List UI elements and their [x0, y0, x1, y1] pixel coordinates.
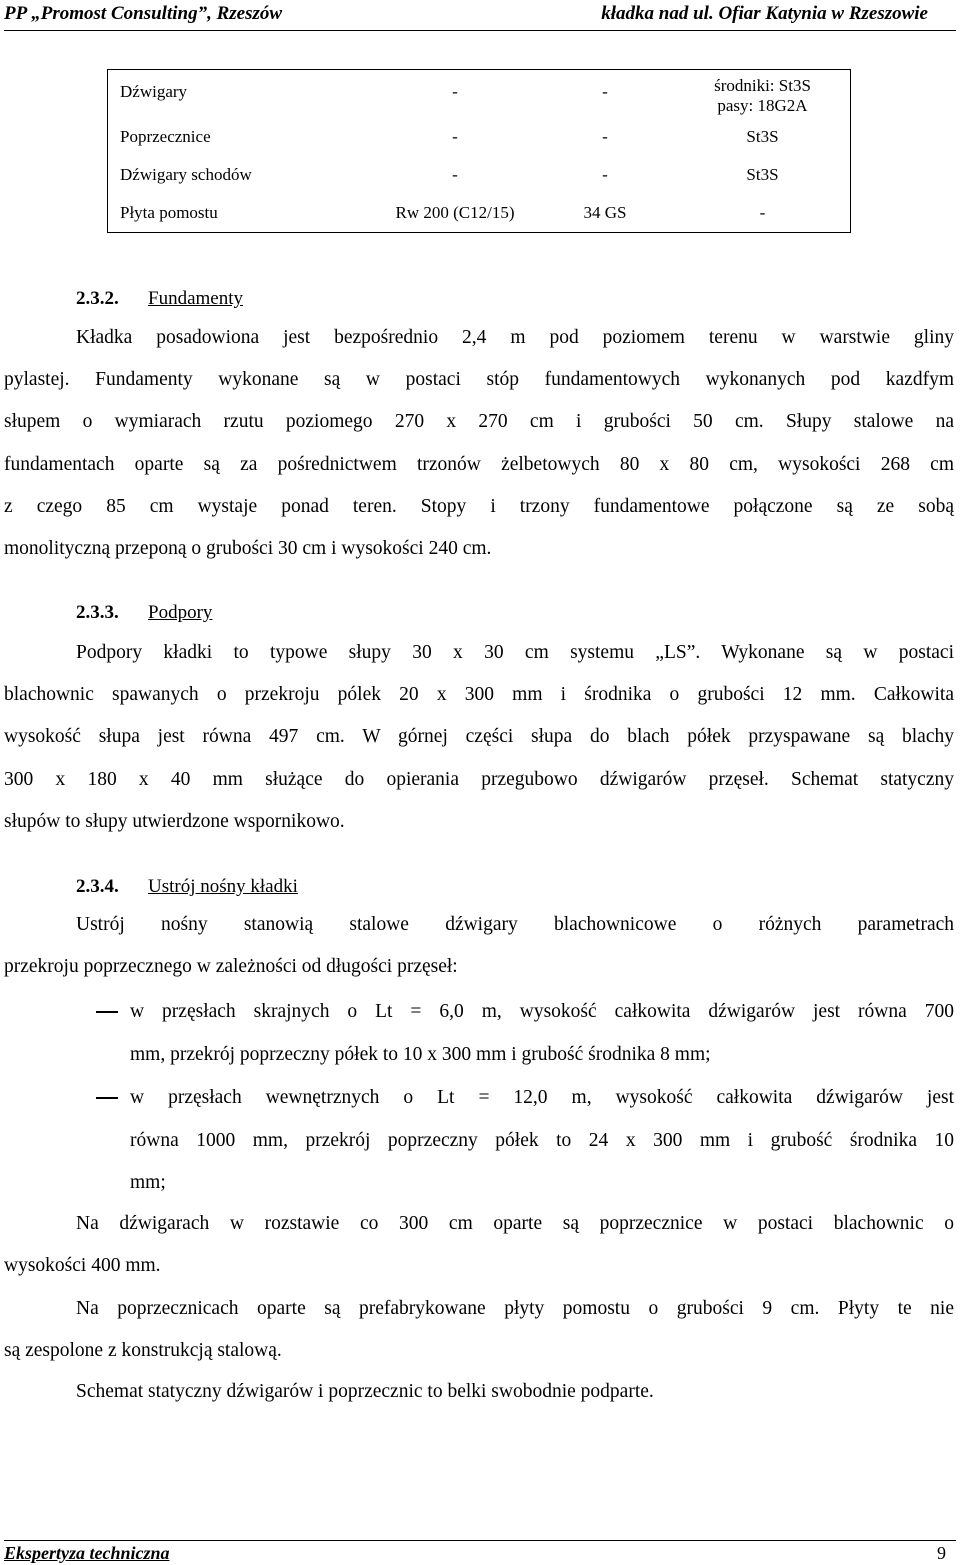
table-row: [108, 194, 851, 233]
text-line: w przęsłach skrajnych o Lt = 6,0 m, wysokość całkowita dźwigarów jest równa 700: [130, 1001, 954, 1022]
list-item: [96, 1077, 954, 1205]
page-number: 9: [937, 1543, 946, 1563]
text-line: pylastej. Fundamenty wykonane są w postaci stóp fundamentowych wykonanych pod kazdfym: [4, 369, 954, 391]
table-cell: St3S: [746, 165, 779, 184]
text-line: Schemat statyczny dźwigarów i poprzecznic to belki swobodnie podparte.: [76, 1381, 654, 1402]
table-cell: Rw 200 (C12/15): [395, 202, 515, 222]
text-line: w przęsłach wewnętrznych o Lt = 12,0 m, wysokość całkowita dźwigarów jest: [130, 1087, 954, 1108]
section-title: Ustrój nośny kładki: [148, 876, 298, 897]
table-cell: -: [452, 127, 458, 147]
table-cell-steel: [675, 70, 851, 119]
paragraph-podpory: [4, 632, 954, 843]
table-cell-name: Poprzecznice: [120, 127, 211, 147]
table-cell: -: [602, 127, 608, 147]
table-cell: -: [452, 165, 458, 184]
header-company: PP „Promost Consulting”, Rzeszów: [4, 3, 283, 24]
text-line: Na poprzecznicach oparte są prefabrykowane płyty pomostu o grubości 9 cm. Płyty te nie: [76, 1298, 954, 1319]
table-cell-name: Płyta pomostu: [120, 202, 218, 222]
text-line: słupów to słupy utwierdzone wspornikowo.: [4, 810, 345, 832]
text-line: z czego 85 cm wystaje ponad teren. Stopy i trzony fundamentowe połączone są ze sobą: [4, 495, 954, 517]
text-line: przekroju poprzecznego w zależności od długości przęseł:: [4, 956, 458, 978]
section-heading-podpory: [76, 602, 212, 624]
text-line: 300 x 180 x 40 mm służące do opierania przegubowo dźwigarów przęseł. Schemat statyczny: [4, 768, 954, 790]
paragraph-schemat: [4, 1371, 954, 1413]
paragraph-fundamenty: [4, 317, 954, 570]
section-heading-fundamenty: [76, 288, 243, 310]
table-cell: St3S: [746, 127, 779, 147]
page-header: [4, 0, 956, 31]
table-cell-name: Dźwigary schodów: [120, 165, 252, 184]
section-heading-ustroj: [76, 876, 298, 898]
table-cell: -: [759, 202, 766, 222]
text-line: wysokości 400 mm.: [4, 1255, 161, 1277]
table-cell: 34 GS: [583, 202, 627, 222]
materials-table: [107, 69, 851, 233]
steel-flange: pasy: 18G2A: [717, 96, 808, 116]
table-cell: -: [452, 82, 458, 102]
table-row: [108, 70, 851, 119]
text-line: fundamentach oparte są za pośrednictwem trzonów żelbetowych 80 x 80 cm, wysokości 268 cm: [4, 453, 954, 475]
text-line: Podpory kładki to typowe słupy 30 x 30 cm systemu „LS”. Wykonane są w postaci: [76, 642, 954, 663]
table-row: [108, 156, 851, 194]
text-line: blachownic spawanych o przekroju pólek 20 x 300 mm i środnika o grubości 12 mm. Całkowita: [4, 684, 954, 706]
section-title: Fundamenty: [148, 288, 243, 309]
table-cell-name: Dźwigary: [120, 82, 188, 102]
section-number: 2.3.4.: [76, 876, 119, 897]
paragraph-ustroj: [4, 904, 954, 988]
table-cell: -: [602, 165, 608, 184]
text-line: słupem o wymiarach rzutu poziomego 270 x 270 cm i grubości 50 cm. Słupy stalowe na: [4, 411, 954, 433]
footer-doc-title: Ekspertyza techniczna: [4, 1543, 170, 1563]
paragraph-poprzecznice: [4, 1203, 954, 1287]
text-line: wysokość słupa jest równa 497 cm. W górnej części słupa do blach półek przyspawane są blachy: [4, 726, 954, 748]
steel-web: środniki: St3S: [714, 76, 811, 96]
text-line: Ustrój nośny stanowią stalowe dźwigary blachownicowe o różnych parametrach: [76, 914, 954, 935]
section-number: 2.3.2.: [76, 288, 119, 309]
text-line: równa 1000 mm, przekrój poprzeczny półek to 24 x 300 mm i grubość środnika 10: [130, 1129, 954, 1151]
header-project: kładka nad ul. Ofiar Katynia w Rzeszowie: [601, 3, 928, 24]
text-line: Na dźwigarach w rozstawie co 300 cm oparte są poprzecznice w postaci blachownic o: [76, 1213, 954, 1234]
text-line: monolityczną przeponą o grubości 30 cm i wysokości 240 cm.: [4, 538, 492, 560]
text-line: Kładka posadowiona jest bezpośrednio 2,4 m pod poziomem terenu w warstwie gliny: [76, 327, 954, 348]
table-row: [108, 119, 851, 157]
text-line: mm, przekrój poprzeczny półek to 10 x 300 mm i grubość środnika 8 mm;: [130, 1043, 711, 1065]
text-line: mm;: [130, 1172, 166, 1193]
list-item: [96, 991, 954, 1076]
paragraph-plyty: [4, 1288, 954, 1372]
page-footer: [4, 1540, 956, 1565]
section-number: 2.3.3.: [76, 602, 119, 623]
text-line: są zespolone z konstrukcją stalową.: [4, 1340, 282, 1362]
dash-bullet-icon: [96, 1097, 118, 1099]
section-title: Podpory: [148, 602, 213, 623]
dash-bullet-icon: [96, 1011, 118, 1013]
table-cell: -: [602, 82, 608, 102]
